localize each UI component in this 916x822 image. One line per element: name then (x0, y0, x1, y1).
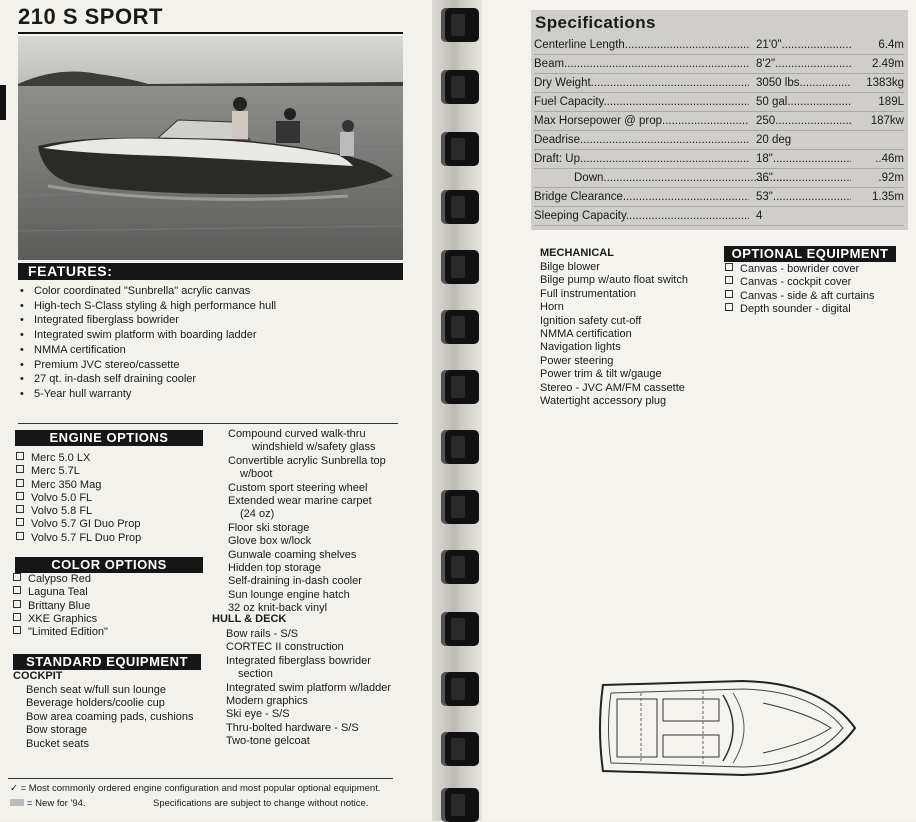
binding-ring (441, 310, 479, 344)
spec-row-divider (534, 206, 904, 207)
mechanical-item: Bilge pump w/auto float switch (540, 274, 688, 287)
mechanical-item: Power steering (540, 354, 614, 367)
hull-deck-item: Integrated swim platform w/ladder (226, 681, 392, 694)
spec-metric-value: 6.4m (878, 39, 904, 51)
spec-label: Deadrise ..... (534, 132, 749, 148)
mechanical-item: Watertight accessory plug (540, 395, 667, 408)
hull-deck-list (226, 628, 391, 749)
engine-option-item: Merc 350 Mag (16, 479, 141, 492)
spec-metric-value: 1.35m (872, 191, 904, 203)
color-option-item: Calypso Red (13, 573, 108, 586)
spec-row (534, 189, 904, 205)
binding-ring (441, 490, 479, 524)
engine-option-item: Merc 5.0 LX (16, 452, 141, 465)
binding-ring (441, 8, 479, 42)
specifications-title: Specifications (535, 13, 656, 32)
engine-option-item: Volvo 5.8 FL (16, 505, 141, 518)
features-header: FEATURES: (18, 263, 403, 280)
optional-equipment-item: Canvas - side & aft curtains (725, 290, 875, 303)
binding-ring (441, 430, 479, 464)
optional-equipment-list (725, 263, 875, 316)
spec-metric-value: 1383kg (866, 77, 904, 89)
spec-metric-value: 2.49m (872, 58, 904, 70)
features-list (20, 284, 276, 402)
mechanical-item: Full instrumentation (540, 287, 636, 300)
cockpit-item: Bench seat w/full sun lounge (26, 684, 167, 696)
mechanical-item: NMMA certification (540, 328, 632, 341)
optional-equipment-item: Canvas - cockpit cover (725, 276, 875, 289)
hull-deck-item: Bow rails - S/S (226, 628, 299, 640)
feature-item: • 5-Year hull warranty (20, 387, 276, 402)
mechanical-item: Navigation lights (540, 341, 621, 354)
spec-label: Beam ..... (534, 56, 749, 72)
feature-item: • 27 qt. in-dash self draining cooler (20, 372, 276, 387)
spec-label: Max Horsepower @ prop ..... (534, 113, 749, 129)
spec-row-divider (534, 54, 904, 55)
cockpit-list-continued (228, 428, 386, 616)
hull-deck-item: CORTEC II construction (226, 641, 344, 654)
spec-row (534, 56, 904, 72)
footer-new-note: = New for '94. (10, 798, 86, 809)
footer-check-note: ✓ = Most commonly ordered engine configuration and most popular optional equipment. (10, 783, 381, 794)
spec-imperial-value: 8'2" ..... (756, 56, 851, 72)
mechanical-item: Power trim & tilt w/gauge (540, 368, 662, 381)
feature-item: • Color coordinated "Sunbrella" acrylic canvas (20, 284, 276, 299)
binding-ring (441, 550, 479, 584)
spec-label: Fuel Capacity ..... (534, 94, 749, 110)
cockpit-item: Compound curved walk-thru (228, 428, 366, 440)
spec-row-divider (534, 225, 904, 226)
engine-option-item: Volvo 5.7 GI Duo Prop (16, 518, 141, 531)
spec-imperial-value: 50 gal ..... (756, 94, 851, 110)
color-option-item: Laguna Teal (13, 586, 108, 599)
spec-imperial-value: 250 ..... (756, 113, 851, 129)
mechanical-item: Bilge blower (540, 261, 600, 273)
spec-imperial-value: 21'0" ..... (756, 37, 851, 53)
spec-row (534, 151, 904, 167)
mechanical-item: Horn (540, 301, 564, 314)
color-options-header: COLOR OPTIONS (15, 557, 203, 573)
spec-label: Down ..... (534, 170, 789, 186)
spec-label: Centerline Length ..... (534, 37, 749, 53)
spec-row (534, 75, 904, 91)
spec-imperial-value: 53" ..... (756, 189, 851, 205)
hull-deck-item: Integrated fiberglass bowrider (226, 654, 371, 667)
cockpit-item: Beverage holders/coolie cup (26, 697, 165, 710)
spec-metric-value: 187kw (870, 115, 904, 127)
cockpit-label: COCKPIT (13, 670, 63, 682)
mechanical-item: Stereo - JVC AM/FM cassette (540, 381, 685, 394)
spec-row (534, 94, 904, 110)
binding-ring (441, 612, 479, 646)
spec-row-divider (534, 149, 904, 150)
divider (18, 423, 398, 424)
spec-metric-value: 189L (878, 96, 904, 108)
footer-change-note: Specifications are subject to change without notice. (153, 798, 369, 809)
hull-deck-item: Two-tone gelcoat (226, 735, 310, 748)
engine-option-item: Merc 5.7L (16, 465, 141, 478)
cockpit-item: 32 oz knit-back vinyl (228, 602, 328, 615)
cockpit-item: Bow storage (26, 724, 88, 737)
cockpit-item: Convertible acrylic Sunbrella top (228, 454, 386, 467)
optional-equipment-header: OPTIONAL EQUIPMENT (724, 246, 896, 262)
spec-row-divider (534, 92, 904, 93)
feature-item: • Integrated swim platform with boarding ladder (20, 328, 276, 343)
cockpit-item: Custom sport steering wheel (228, 481, 368, 494)
binding-ring (441, 788, 479, 822)
boat-photo (18, 36, 403, 260)
binding-ring (441, 250, 479, 284)
binding-ring (441, 190, 479, 224)
spec-row-divider (534, 111, 904, 112)
spec-imperial-value: 4 (756, 210, 763, 222)
spec-imperial-value: 36" ..... (756, 170, 851, 186)
spec-imperial-value: 18" ..... (756, 151, 851, 167)
hull-deck-item: section (238, 668, 273, 681)
cockpit-item: Bucket seats (26, 737, 89, 750)
cockpit-item: windshield w/safety glass (252, 441, 376, 454)
spec-row-divider (534, 73, 904, 74)
mechanical-list (540, 261, 688, 408)
color-options-list (13, 573, 108, 639)
new-swatch (10, 799, 24, 806)
page-title: 210 S SPORT (18, 4, 163, 29)
cockpit-item: w/boot (240, 468, 273, 481)
page-edge-tab (0, 85, 6, 120)
cockpit-item: Glove box w/lock (228, 535, 312, 548)
feature-item: • NMMA certification (20, 343, 276, 358)
color-option-item: XKE Graphics (13, 613, 108, 626)
engine-option-item: Volvo 5.7 FL Duo Prop (16, 532, 141, 545)
color-option-item: Brittany Blue (13, 600, 108, 613)
boat-top-view-diagram (593, 673, 863, 783)
spec-row (534, 132, 904, 148)
color-option-item: "Limited Edition" (13, 626, 108, 639)
cockpit-item: Extended wear marine carpet (228, 495, 372, 508)
cockpit-item: Hidden top storage (228, 562, 321, 575)
binding-ring (441, 370, 479, 404)
cockpit-item: Sun lounge engine hatch (228, 588, 350, 601)
cockpit-list (26, 684, 194, 751)
footer-rule (8, 778, 393, 779)
hull-deck-item: Modern graphics (226, 695, 308, 708)
spec-label: Draft: Up ..... (534, 151, 749, 167)
binding-ring (441, 70, 479, 104)
spec-imperial-value: 20 deg (756, 134, 792, 146)
hull-deck-label: HULL & DECK (212, 613, 287, 625)
spec-metric-value: ..46m (875, 153, 904, 165)
standard-equipment-header: STANDARD EQUIPMENT (13, 654, 201, 670)
feature-item: • Premium JVC stereo/cassette (20, 358, 276, 373)
feature-item: • High-tech S-Class styling & high performance hull (20, 299, 276, 314)
spec-row-divider (534, 187, 904, 188)
spec-row (534, 113, 904, 129)
cockpit-item: Self-draining in-dash cooler (228, 575, 362, 588)
optional-equipment-item: Canvas - bowrider cover (725, 263, 875, 276)
spec-row (534, 170, 904, 186)
binding-ring (441, 132, 479, 166)
cockpit-item: (24 oz) (240, 508, 275, 521)
binding-ring (441, 672, 479, 706)
spec-row (534, 208, 904, 224)
spec-row-divider (534, 168, 904, 169)
engine-options-list (16, 452, 141, 545)
title-rule (18, 32, 403, 34)
hull-deck-item: Ski eye - S/S (226, 708, 290, 721)
binding-ring (441, 732, 479, 766)
engine-option-item: Volvo 5.0 FL (16, 492, 141, 505)
spec-imperial-value: 3050 lbs ..... (756, 75, 851, 91)
cockpit-item: Gunwale coaming shelves (228, 548, 357, 561)
spec-label: Bridge Clearance ..... (534, 189, 749, 205)
feature-item: • Integrated fiberglass bowrider (20, 313, 276, 328)
cockpit-item: Bow area coaming pads, cushions (26, 710, 194, 723)
optional-equipment-item: Depth sounder - digital (725, 303, 875, 316)
hull-deck-item: Thru-bolted hardware - S/S (226, 721, 359, 734)
spec-row-divider (534, 130, 904, 131)
mechanical-item: Ignition safety cut-off (540, 314, 642, 327)
spec-label: Dry Weight ..... (534, 75, 749, 91)
engine-options-header: ENGINE OPTIONS (15, 430, 203, 446)
spec-label: Sleeping Capacity ..... (534, 208, 749, 224)
cockpit-item: Floor ski storage (228, 521, 310, 534)
spec-row (534, 37, 904, 53)
mechanical-header: MECHANICAL (540, 247, 614, 259)
spec-metric-value: .92m (878, 172, 904, 184)
